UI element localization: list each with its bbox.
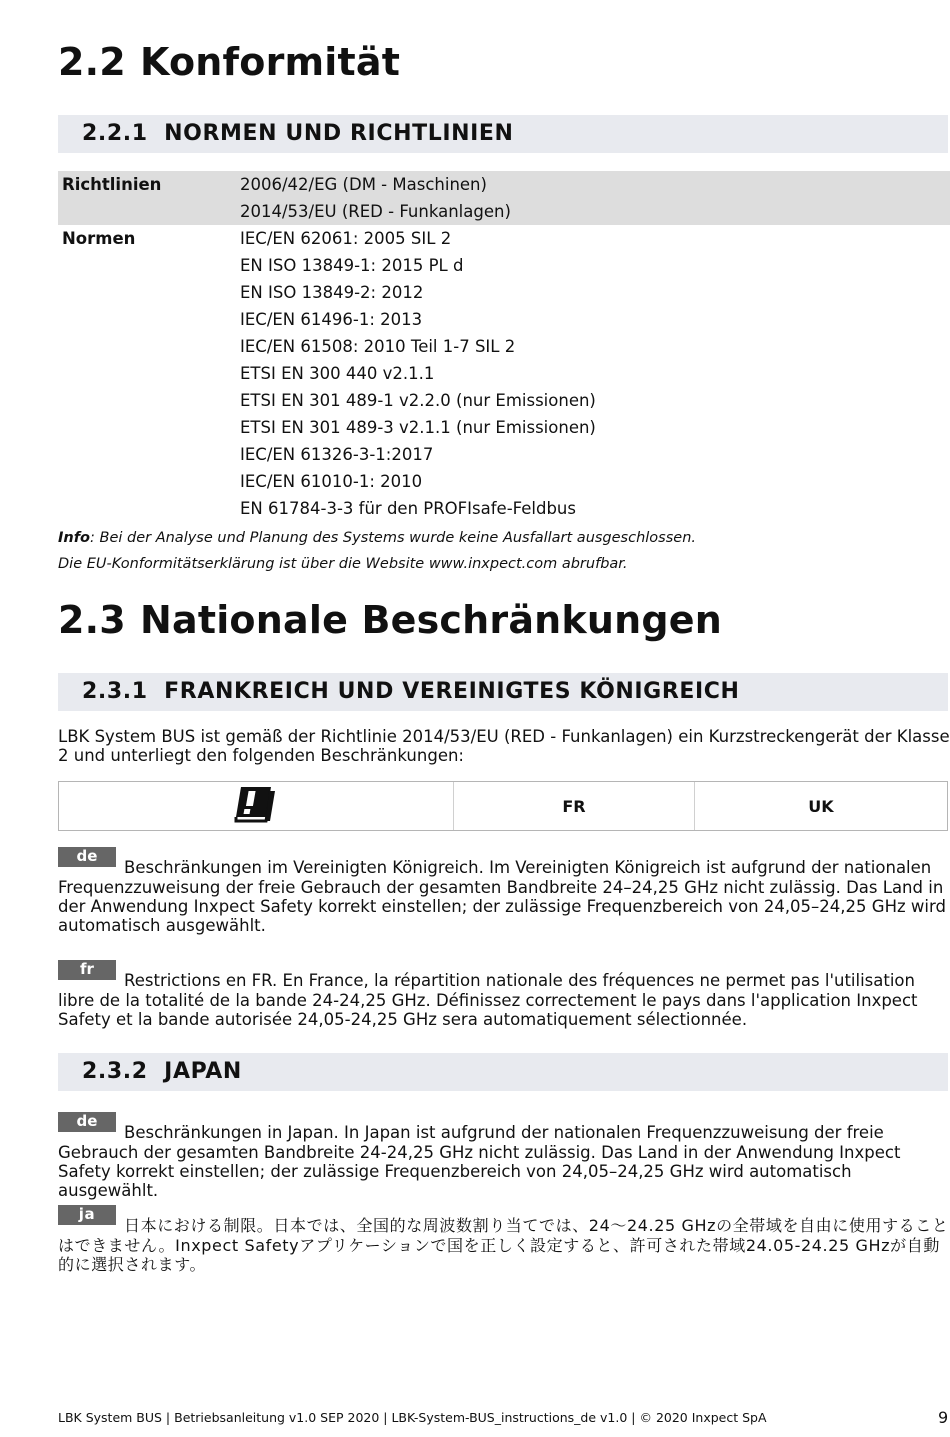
norm-value: IEC/EN 61496-1: 2013 xyxy=(240,310,423,329)
section-heading-2-3: 2.3 Nationale Beschränkungen xyxy=(58,598,723,642)
page-number: 9 xyxy=(938,1408,949,1427)
subsection-heading-2-2-1: 2.2.1 NORMEN UND RICHTLINIEN xyxy=(58,115,948,153)
normen-label: Normen xyxy=(62,229,136,248)
richtlinie-value: 2006/42/EG (DM - Maschinen) xyxy=(236,171,950,198)
section-heading-2-2: 2.2 Konformität xyxy=(58,40,401,84)
norm-value: IEC/EN 61326-3-1:2017 xyxy=(240,445,434,464)
table-row xyxy=(58,171,950,198)
table-row xyxy=(58,225,950,252)
norm-value: IEC/EN 62061: 2005 SIL 2 xyxy=(240,229,452,248)
norm-value: ETSI EN 301 489-1 v2.2.0 (nur Emissionen) xyxy=(240,391,596,410)
norm-value: EN ISO 13849-1: 2015 PL d xyxy=(240,256,464,275)
table-row xyxy=(58,252,950,279)
table-row xyxy=(58,333,950,360)
table-row xyxy=(58,279,950,306)
info-note-line2: Die EU-Konformitätserklärung ist über die Website www.inxpect.com abrufbar. xyxy=(58,556,628,572)
language-badge: fr xyxy=(58,960,116,980)
subsection-heading-2-3-2: 2.3.2 JAPAN xyxy=(58,1053,948,1091)
column-fr: FR xyxy=(454,782,695,830)
table-row xyxy=(58,198,950,225)
norm-value: IEC/EN 61508: 2010 Teil 1-7 SIL 2 xyxy=(240,337,516,356)
richtlinie-value: 2014/53/EU (RED - Funkanlagen) xyxy=(236,198,950,225)
norms-table xyxy=(58,171,950,522)
language-badge: de xyxy=(58,1112,116,1132)
language-badge: de xyxy=(58,847,116,867)
info-note: Info: Bei der Analyse und Planung des Systems wurde keine Ausfallart ausgeschlossen. xyxy=(58,530,697,546)
table-row xyxy=(58,414,950,441)
page-footer: LBK System BUS | Betriebsanleitung v1.0 SEP 2020 | LBK-System-BUS_instructions_de v1.0 | © 2020 Inxpect SpA xyxy=(58,1410,767,1425)
table-row xyxy=(58,306,950,333)
column-uk: UK xyxy=(808,796,834,816)
language-badge: ja xyxy=(58,1205,116,1225)
table-row xyxy=(58,495,950,522)
norm-value: EN ISO 13849-2: 2012 xyxy=(240,283,424,302)
table-row xyxy=(58,387,950,414)
notice-de-uk: deBeschränkungen im Vereinigten Königreich. Im Vereinigten Königreich ist aufgrund der nationalen Frequenzzuweisung der freie Gebrauch der gesamten Bandbreite 24–24,25 GHz nicht zulässig. Das Land in der Anwendung Inxpect Safety korrekt einstellen; der zulässige Frequenzbereich von 24,05–24,25 GHz wird automatisch ausgewählt. xyxy=(58,847,946,935)
norm-value: IEC/EN 61010-1: 2010 xyxy=(240,472,423,491)
table-row xyxy=(58,441,950,468)
table-row xyxy=(58,360,950,387)
manual-warning-icon xyxy=(233,783,279,829)
table-row xyxy=(58,468,950,495)
norm-value: ETSI EN 301 489-3 v2.1.1 (nur Emissionen) xyxy=(240,418,596,437)
notice-ja: ja日本における制限。日本では、全国的な周波数割り当てでは、24〜24.25 GHzの全帯域を自由に使用することはできません。Inxpect Safetyアプリケーションで国を正しく設定すると、許可された帯域24.05-24.25 GHzが自動的に選択されます。 xyxy=(58,1205,949,1274)
subsection-heading-2-3-1: 2.3.1 FRANKREICH UND VEREINIGTES KÖNIGREICH xyxy=(58,673,948,711)
norm-value: ETSI EN 300 440 v2.1.1 xyxy=(240,364,435,383)
notice-fr: frRestrictions en FR. En France, la répartition nationale des fréquences ne permet pas l'utilisation libre de la totalité de la bande 24-24,25 GHz. Définissez correctement le pays dans l'application Inxpect Safety et la bande autorisée 24,05-24,25 GHz sera automatiquement sélectionnée. xyxy=(58,960,918,1029)
richtlinien-label: Richtlinien xyxy=(58,171,236,198)
intro-paragraph: LBK System BUS ist gemäß der Richtlinie 2014/53/EU (RED - Funkanlagen) ein Kurzstreckengerät der Klasse 2 und unterliegt den folgenden Beschränkungen: xyxy=(58,727,950,765)
norm-value: EN 61784-3-3 für den PROFIsafe-Feldbus xyxy=(240,499,576,518)
restriction-table xyxy=(58,781,948,831)
notice-de-jp: deBeschränkungen in Japan. In Japan ist aufgrund der nationalen Frequenzzuweisung der freie Gebrauch der gesamten Bandbreite 24-24,25 GHz nicht zulässig. Das Land in der Anwendung Inxpect Safety korrekt einstellen; der zulässige Frequenzbereich von 24,05–24,25 GHz wird automatisch ausgewählt. xyxy=(58,1112,901,1200)
